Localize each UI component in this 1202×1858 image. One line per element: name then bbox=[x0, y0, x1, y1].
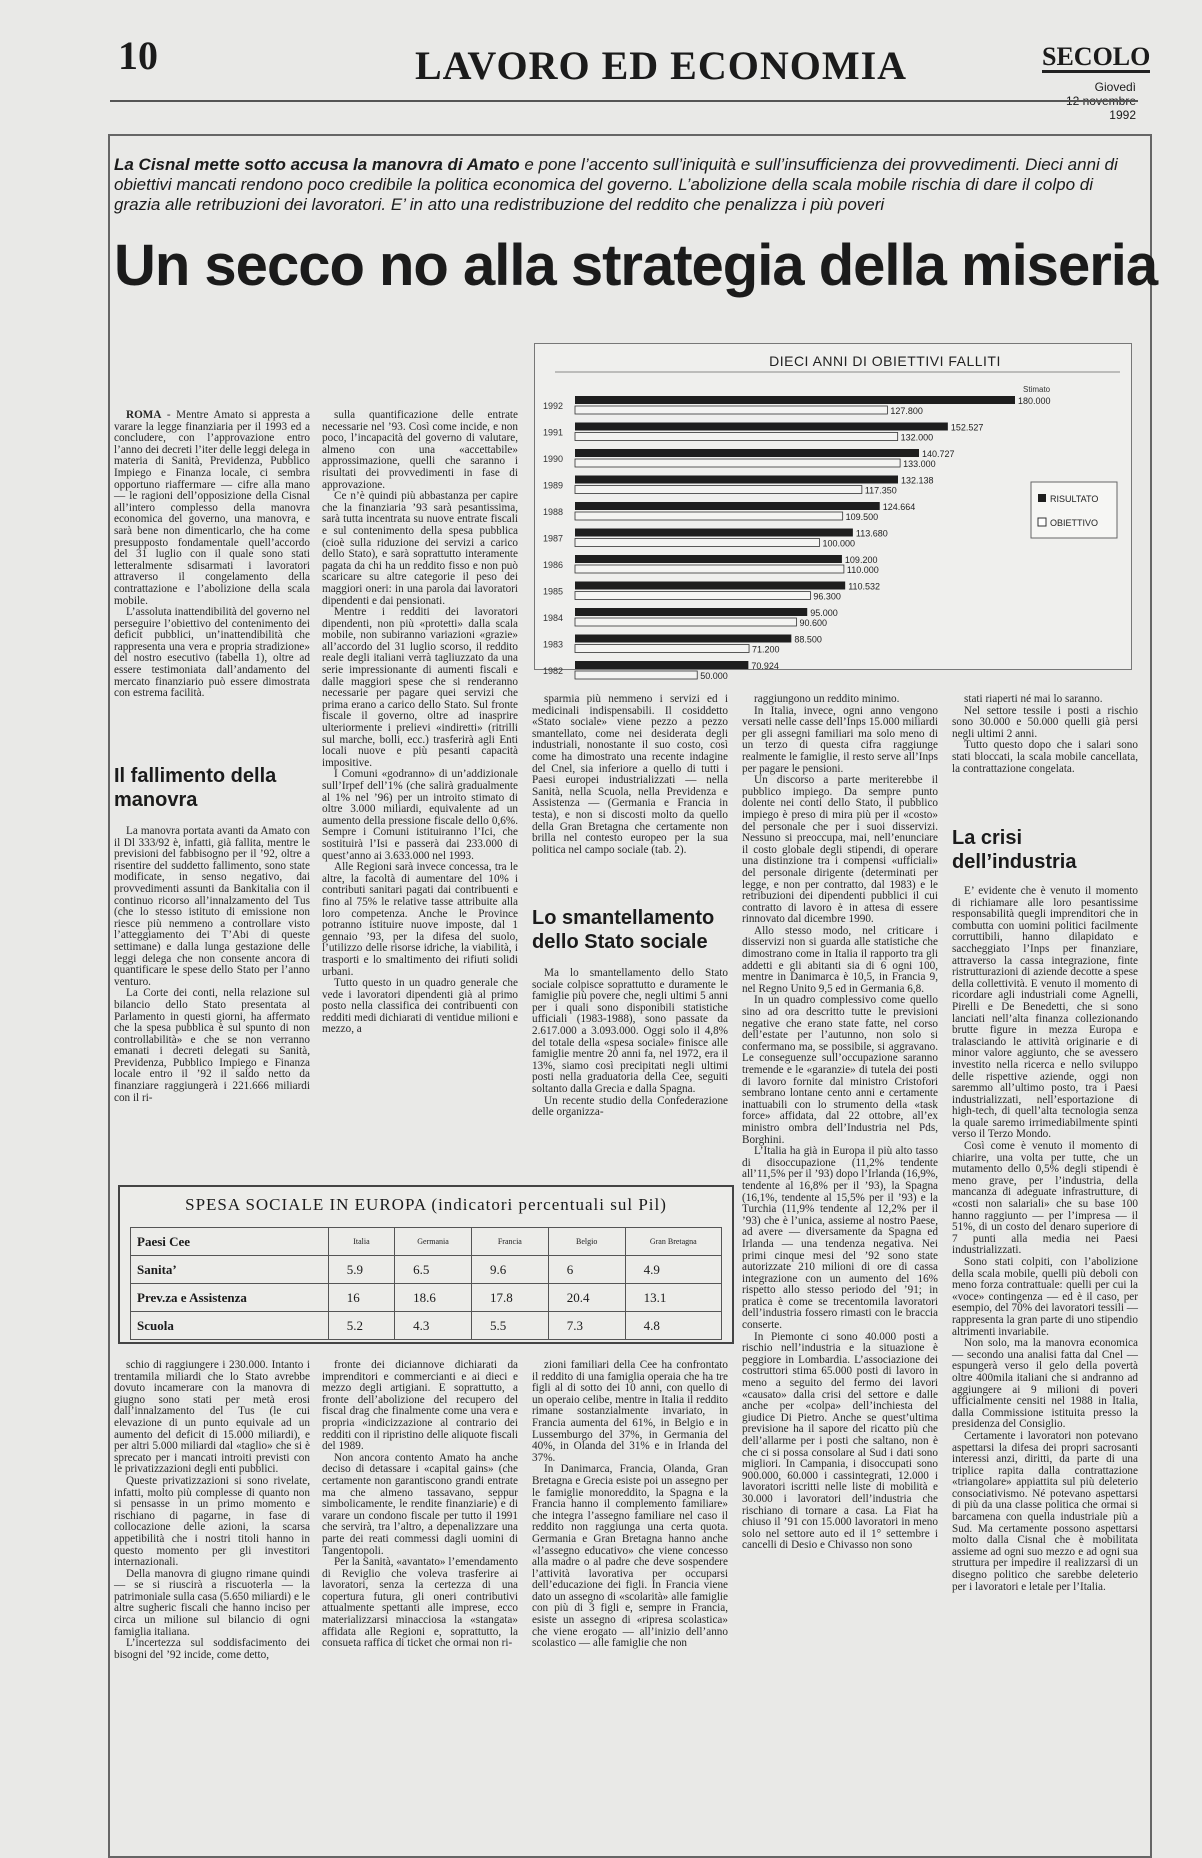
spesa-table bbox=[130, 1227, 722, 1340]
result-value-label: 180.000 bbox=[1018, 396, 1051, 406]
bar-risultato bbox=[575, 661, 748, 669]
result-value-label: 110.532 bbox=[848, 581, 881, 592]
legend-label-obiettivo: OBIETTIVO bbox=[1050, 518, 1099, 528]
bar-obiettivo bbox=[575, 433, 898, 441]
cell: 4.8 bbox=[625, 1312, 721, 1340]
col2-par-c: Mentre i redditi dei lavoratori dipendenti, non più «protetti» dalla scala mobile, non subiranno variazioni «grazie» all’accordo del 31 luglio scorso, il reddito reale degli italiani verrà tagliuzzato da una serie impressionante di aumenti fiscali e dalle maggiori spese che si renderanno necessarie per pagare quei servizi che prima erano a carico dello Stato. Sul fronte fiscale il governo, oltre ad inasprire ulteriormente i prelievi «indiretti» (ritrilli sul marche, bolli, ecc.) trasferirà agli Enti locali nuove e più pesanti capacità impositive. bbox=[322, 606, 518, 769]
bar-risultato bbox=[575, 635, 791, 643]
result-value-label: 88.500 bbox=[794, 634, 822, 645]
target-value-label: 132.000 bbox=[900, 432, 934, 443]
year-label: 1990 bbox=[543, 454, 564, 464]
column-2-bottom bbox=[322, 1360, 518, 1692]
article-deck bbox=[114, 155, 1124, 215]
subhead-crisi-industria: La crisi dell’industria bbox=[952, 827, 1077, 873]
column-5b bbox=[952, 886, 1138, 1694]
col5-par-e: Così come è venuto il momento di chiarire, una volta per tutte, che un mutamento dello 0,5% degli stipendi è meno grave, per l’industria, della mancanza di adeguate infrastrutture, di «costi non salariali» che su base 100 hanno raggiunto — per l’impresa — il 51%, di un costo del denaro superiore di 7 punti alla media nei Paesi industrializzati. bbox=[952, 1140, 1138, 1257]
cell: 13.1 bbox=[625, 1284, 721, 1312]
chart-annotation: Stimato bbox=[1023, 385, 1051, 394]
masthead-logo: SECOLO bbox=[1042, 42, 1151, 71]
year-label: 1992 bbox=[543, 401, 564, 411]
table-spesa-sociale bbox=[118, 1185, 734, 1344]
column-2 bbox=[322, 410, 518, 1188]
col2-bottom-b: Non ancora contento Amato ha anche deciso di detassare i «capital gains» (che certamente non garantiscono grandi entrate ma che almeno tassavano, seppur simbolicamente, le rendite finanziarie) e di varare un condono fiscale per tutto il 1991 che servirà, tra l’altro, a depenalizzare una parte dei reati commessi dagli uomini di Tangentopoli. bbox=[322, 1451, 518, 1557]
bar-risultato bbox=[575, 529, 853, 537]
headline: Un secco no alla strategia della miseria bbox=[114, 233, 1158, 298]
result-value-label: 109.200 bbox=[844, 555, 878, 565]
bar-risultato bbox=[575, 502, 880, 510]
year-label: 1986 bbox=[543, 560, 564, 570]
col1-bottom-c: Della manovra di giugno rimane quindi — se si riuscirà a riscuoterla — la patrimoniale sulla casa (5.650 miliardi) e le altre sugheric fiscali che hanno inciso per circa un milione sul bilancio di ogni famiglia italiana. bbox=[114, 1567, 310, 1638]
column-1 bbox=[114, 410, 310, 742]
date: 1992 bbox=[1109, 108, 1136, 122]
subhead-stato-sociale: Lo smantellamento dello Stato sociale bbox=[532, 907, 715, 953]
col2-par-b: Ce n’è quindi più abbastanza per capire che la finanziaria ’93 sarà pesantissima, sarà tutta incentrata su nuove entrate fiscali e sul contenimento della spesa pubblica (cioè sulla riduzione dei servizi a carico dello Stato), e sarà soprattutto interamente pagata da chi ha un reddito fisso e non può scaricare su altre categorie il peso dei maggiori oneri: in una parola dai lavoratori dipendenti e dai pensionati. bbox=[322, 490, 518, 607]
legend-swatch-obiettivo bbox=[1038, 518, 1046, 526]
col4-par-d: Allo stesso modo, nel criticare i disservizi non si guarda alle statistiche che dimostrano come in Italia il rapporto tra gli addetti e gli abitanti sia di 6 ogni 100, mentre in Danimarca è 10,5, in Francia 9, nel Regno Unito 9,5 ed in Germania 6,8. bbox=[742, 924, 938, 995]
col2-par-f: Tutto questo in un quadro generale che vede i lavoratori dipendenti già al primo posto nella classifica dei contribuenti con redditi medi dichiarati di ventidue milioni e mezzo, a bbox=[322, 977, 518, 1036]
col3-par-b: Ma lo smantellamento dello Stato sociale colpisce soprattutto e duramente le famiglie più povere che, negli ultimi 5 anni per i quali sono disponibili statistiche ufficiali (1983-1988), sono passate da 2.617.000 a 3.093.000. Oggi solo il 4,8% del totale della «spesa sociale» finisce alle famiglie mentre 20 anni fa, nel 1972, era il 13%, siamo così precipitati negli ultimi posti nella graduatoria della Cee, seguiti soltanto dalla Grecia e dalla Spagna. bbox=[532, 967, 728, 1095]
col1-par-a: - Mentre Amato si appresta a varare la legge finanziaria per il 1993 ed a concludere, con l’approvazione entro l’anno dei decreti l’iter delle leggi delega in materia di Sanità, Previdenza, Pubblico Impiego e Finanza locale, ci sembra opportuno riaffermare — cifre alla mano — le ragioni dell’opposizione della Cisnal all’intero complesso della manovra economica del governo, una manovra, e sarà bene non dimenticarlo, che ha come presupposto fondamentale quell’accordo del 31 luglio con il quale sono stati letteralmente sdisarmati i lavoratori attraverso il congelamento della contrattazione e l’abolizione della scala mobile. bbox=[114, 409, 311, 607]
header-rule bbox=[110, 100, 1138, 102]
dateline-city: ROMA bbox=[126, 409, 162, 421]
col1-par-b: L’assoluta inattendibilità del governo nel perseguire l’obiettivo del contenimento dei deficit pubblici, un’inattendibilità che rappresenta una vera e propria stradizione» del nostro esecutivo (tabella 1), oltre ad essere testimoniata dall’andamento del mercato finanziario può essere dimostrata con estrema facilità. bbox=[114, 606, 310, 700]
table-row bbox=[131, 1256, 722, 1284]
year-label: 1983 bbox=[543, 639, 564, 650]
th-germania: Germania bbox=[395, 1228, 472, 1256]
cell: 9.6 bbox=[471, 1256, 548, 1284]
result-value-label: 113.680 bbox=[855, 528, 888, 539]
column-3b bbox=[532, 968, 728, 1188]
bar-obiettivo bbox=[575, 671, 697, 679]
target-value-label: 100.000 bbox=[822, 538, 855, 549]
th-francia: Francia bbox=[471, 1228, 548, 1256]
col5-par-a: stati riaperti né mai lo saranno. bbox=[964, 693, 1103, 705]
legend-swatch-risultato bbox=[1038, 494, 1046, 502]
column-3-bottom bbox=[532, 1360, 728, 1692]
col2-par-a: sulla quantificazione delle entrate necessarie nel ’93. Così come incide, e non poco, l’incapacità del governo di valutare, almeno con una «accettabile» approssimazione, quelli che saranno i risultati dei provvedimenti in fase di approvazione. bbox=[322, 409, 518, 491]
col1-bottom-d: L’incertezza sul soddisfacimento dei bisogni del ’92 incide, come detto, bbox=[114, 1637, 310, 1661]
page-number: 10 bbox=[118, 33, 158, 78]
target-value-label: 90.600 bbox=[799, 618, 827, 628]
chart-title: DIECI ANNI DI OBIETTIVI FALLITI bbox=[769, 353, 1001, 369]
col3-par-c: Un recente studio della Confederazione delle organizza- bbox=[532, 1094, 728, 1119]
th-belgio: Belgio bbox=[548, 1228, 625, 1256]
row-label: Prev.za e Assistenza bbox=[131, 1284, 329, 1312]
bar-obiettivo bbox=[575, 565, 844, 573]
target-value-label: 50.000 bbox=[700, 671, 728, 681]
col4-par-b: In Italia, invece, ogni anno vengono versati nelle casse dell’Inps 15.000 miliardi per gli assegni familiari ma solo meno di un terzo di questa cifra raggiunge realmente le famiglie, il resto serve all’Inps per pagare le pensioni. bbox=[742, 704, 938, 775]
cell: 6.5 bbox=[395, 1256, 472, 1284]
weekday: Giovedì bbox=[1094, 80, 1136, 94]
year-label: 1989 bbox=[543, 480, 564, 491]
th-italia: Italia bbox=[328, 1228, 394, 1256]
bar-obiettivo bbox=[575, 486, 862, 494]
target-value-label: 133.000 bbox=[903, 459, 936, 469]
result-value-label: 132.138 bbox=[901, 475, 934, 486]
cell: 18.6 bbox=[395, 1284, 472, 1312]
col5-par-c: Tutto questo dopo che i salari sono stati bloccati, la scala mobile cancellata, la contrattazione congelata. bbox=[952, 739, 1138, 775]
column-1-bottom bbox=[114, 1360, 310, 1692]
section-title: LAVORO ED ECONOMIA bbox=[415, 43, 908, 88]
bar-obiettivo bbox=[575, 618, 796, 626]
column-4 bbox=[742, 694, 938, 1694]
bar-chart bbox=[535, 344, 1131, 681]
bar-risultato bbox=[575, 396, 1015, 404]
year-label: 1987 bbox=[543, 533, 564, 544]
col1-bottom-b: Queste privatizzazioni si sono rivelate, infatti, molto più complesse di quanto non si pensasse in un primo momento e rischiano di pagarne, in fase di collocazione delle azioni, la scarsa appetibilità che i nostri titoli hanno in questo momento per gli investitori internazionali. bbox=[114, 1474, 310, 1569]
col5-par-b: Nel settore tessile i posti a rischio sono 30.000 e 50.000 quelli già persi negli ultimi 2 anni. bbox=[952, 704, 1138, 740]
row-label: Scuola bbox=[131, 1312, 329, 1340]
col3-bottom-b: In Danimarca, Francia, Olanda, Gran Bretagna e Grecia esiste poi un assegno per le famiglie monoreddito, la Spagna e la Francia hanno il complemento familiare» che integra l’assegno familiare nel caso il reddito non raggiunga una certa quota. Germania e Gran Bretagna hanno anche «l’assegno educativo» che viene concesso alla madre o al padre che deve sospendere l’attività lavorativa per occuparsi dell’educazione dei figli. In Francia viene dato un assegno di «scolarità» alle famiglie con più di 3 figli e, sempre in Francia, esiste un assegno di «ripresa scolastica» che viene erogato — all’inizio dell’anno scolastico — alle famiglie che non bbox=[532, 1463, 728, 1650]
deck-bold: La Cisnal mette sotto accusa la manovra di Amato bbox=[114, 155, 520, 174]
row-label: Sanita’ bbox=[131, 1256, 329, 1284]
col4-par-g: In Piemonte ci sono 40.000 posti a rischio nell’industria e la situazione è peggiore in Lombardia. L’associazione dei costruttori stima 65.000 posti di lavoro in meno a seguito del fermo dei lavori «causato» dalla crisi del settore e dalle anche per «colpa» dell’inchiesta del giudice Di Pietro. Anche se quest’ultima previsione ha il sapore del ricatto più che dell’allarme per i posti che saltano, non è che ci si possa consolare al Sud i dati sono migliori. In Campania, i disoccupati sono 900.000, 60.000 i cassintegrati, 12.000 i lavoratori iscritti nelle liste di mobilità e 30.000 i lavoratori dell’industria che rischiano di tornare a casa. La Fiat ha chiuso il ’91 con 15.000 lavoratori in meno solo nel settore auto ed il 1° settembre i cancelli di Desio e Chivasso non sono bbox=[742, 1330, 938, 1552]
year-label: 1982 bbox=[543, 666, 564, 676]
target-value-label: 127.800 bbox=[890, 406, 923, 416]
legend-label-risultato: RISULTATO bbox=[1050, 494, 1099, 504]
result-value-label: 152.527 bbox=[950, 422, 984, 433]
bar-obiettivo bbox=[575, 592, 810, 600]
bar-risultato bbox=[575, 423, 948, 431]
cell: 5.9 bbox=[328, 1256, 394, 1284]
table-header-row bbox=[131, 1228, 722, 1256]
col5-par-h: Certamente i lavoratori non potevano aspettarsi la difesa dei propri sacrosanti interessi anzi, diritti, da parte di una triplice rapita dalla contrattazione «triangolare» appiattita sul più deleterio consociativismo. Né potevano aspettarsi di più da una classe politica che ormai si barcamena con quella industriale più a Sud. Ma certamente possono aspettarsi molto dalla Cisnal che è mobilitata assieme ad ogni suo mezzo e ad ogni sua struttura per impedire il realizzarsi di un disegno politico che sarebbe deleterio per i lavoratori e letale per l’Italia. bbox=[952, 1429, 1138, 1593]
target-value-label: 96.300 bbox=[813, 591, 841, 602]
chart-obiettivi-falliti bbox=[534, 343, 1132, 681]
year-label: 1985 bbox=[543, 586, 564, 597]
cell: 17.8 bbox=[471, 1284, 548, 1312]
year-label: 1984 bbox=[543, 613, 564, 623]
bar-risultato bbox=[575, 449, 919, 457]
chart-legend bbox=[1031, 482, 1117, 538]
result-value-label: 140.727 bbox=[921, 449, 955, 459]
column-3 bbox=[532, 694, 728, 886]
col2-bottom-c: Per la Sanità, «avantato» l’emendamento di Reviglio che voleva trasferire ai lavoratori, senza la certezza di una copertura futura, gli oneri contributivi attualmente spettanti alle imprese, ecco materializzarsi minacciosa la «stangata» affidata alle Regioni e, soprattutto, la consueta raffica di ticket che ormai non ri- bbox=[322, 1556, 518, 1650]
table-title: SPESA SOCIALE IN EUROPA (indicatori percentuali sul Pil) bbox=[185, 1195, 667, 1214]
year-label: 1991 bbox=[543, 427, 564, 438]
col2-bottom-a: fronte dei diciannove dichiarati da imprenditori e commercianti e ai dieci e mezzo degli artigiani. E soprattutto, a fronte dell’abolizione del recupero del fiscal drag che finalmente come una vera e propria «indicizzazione al contrario dei redditi con il ripristino delle aliquote fiscali del 1989. bbox=[322, 1359, 518, 1453]
result-value-label: 95.000 bbox=[810, 608, 838, 618]
cell: 16 bbox=[328, 1284, 394, 1312]
cell: 5.5 bbox=[471, 1312, 548, 1340]
col5-par-d: E’ evidente che è venuto il momento di richiamare alle loro pesantissime responsabilità quegli imprenditori che in combutta con uomini politici facilmente corruttibili, hanno dilapidato e saccheggiato l’Inps per finanziare, attraverso la cassa integrazione, finte ristrutturazioni di aziende decotte a spese della collettività. E venuto il momento di ricordare agli industriali come Agnelli, Pirelli e De Benedetti, che si sono lanciati nell’alta finanza collezionando brutte figure in mezza Europa e tralasciando le attività originarie e di minor valore aggiunto, che se avessero investito nella ricerca e nello sviluppo delle rispettive aziende, oggi non saremmo all’ultimo posto, tra i Paesi industrializzati, nell’esportazione di high-tech, di quell’alta tecnologia senza la quale saremo irrimediabilmente spinti verso il Terzo Mondo. bbox=[952, 885, 1138, 1141]
result-value-label: 124.664 bbox=[882, 502, 916, 512]
cell: 5.2 bbox=[328, 1312, 394, 1340]
target-value-label: 110.000 bbox=[846, 565, 879, 575]
bar-risultato bbox=[575, 608, 807, 616]
col5-par-g: Non solo, ma la manovra economica — secondo una analisi fatta dal Cnel — espungerà verso il gelo della povertà oltre 400mila italiani che si andranno ad aggiungere ai 9 milioni di poveri ufficialmente censiti nel 1988 in Italia, dalla Commissione istituita presso la presidenza del Consiglio. bbox=[952, 1337, 1138, 1431]
bar-obiettivo bbox=[575, 459, 900, 467]
column-5 bbox=[952, 694, 1138, 816]
col1-bottom-a: schio di raggiungere i 230.000. Intanto i trentamila miliardi che lo Stato avrebbe dovuto incamerare con la manovra di giugno sono stati per metà erosi dall’innalzamento del Tus (le cui elevazione di un punto equivale ad un aumento del deficit di 15.000 miliardi), e per altri 5.000 miliardi dal «taglio» che si è sprecato per i mancati introiti previsti con le privatizzazioni degli enti pubblici. bbox=[114, 1359, 310, 1476]
bar-risultato bbox=[575, 476, 898, 484]
bar-obiettivo bbox=[575, 539, 819, 547]
subhead-fallimento: Il fallimento della manovra bbox=[114, 765, 277, 811]
cell: 4.9 bbox=[625, 1256, 721, 1284]
cell: 7.3 bbox=[548, 1312, 625, 1340]
col4-par-e: In un quadro complessivo come quello sino ad ora descritto tutte le previsioni negative che erano state fatte, nel corso dell’estate per l’autunno, non solo si confermano ma, se possibile, si aggravano. Le conseguenze sull’occupazione saranno tremende e le «garanzie» di tutela dei posti di lavoro fornite dal ministro Cristofori sembrano lontane cento anni e certamente inattuabili con lo strumento della «task force» affidata, dal 22 ottobre, all’ex ministro ombra dell’Industria nel Pds, Borghini. bbox=[742, 994, 938, 1146]
bar-risultato bbox=[575, 582, 845, 590]
th-gran-bretagna: Gran Bretagna bbox=[625, 1228, 721, 1256]
column-1b bbox=[114, 826, 310, 1191]
deck-rest: e pone l’accento sull’iniquità e sull’insufficienza dei provvedimenti. Dieci anni di obiettivi mancati rendono poco credibile la politica economica del governo. L’abolizione della scala mobile rischia di dare il colpo di grazia alle retribuzioni dei lavoratori. E’ in atto una redistribuzione del reddito che penalizza i più poveri bbox=[114, 155, 1118, 214]
result-value-label: 70.924 bbox=[751, 661, 779, 671]
col3-bottom-a: zioni familiari della Cee ha confrontato il reddito di una famiglia operaia che ha tre figli al di sotto dei 10 anni, con quello di un operaio celibe, mentre in Italia il reddito rimane sostanzialmente invariato, in Francia aumenta del 61%, in Belgio e in Lussemburgo del 37%, in Germania del 40%, in Olanda del 31% e in Irlanda del 37%. bbox=[532, 1359, 728, 1464]
target-value-label: 109.500 bbox=[845, 512, 879, 522]
cell: 20.4 bbox=[548, 1284, 625, 1312]
bar-risultato bbox=[575, 555, 842, 563]
col1-par-d: La Corte dei conti, nella relazione sul bilancio dello Stato presentata al Parlamento in questi giorni, ha affermato che la spesa pubblica è sul spunto di non controllabilità» e che se non verranno emanati i decreti delegati su Sanità, Previdenza, Pubblico Impiego e Finanza locale entro il ’92 il saldo netto da finanziare raggiungerà i 221.666 miliardi con il ri- bbox=[114, 987, 310, 1104]
col4-par-f: L’Italia ha già in Europa il più alto tasso di disoccupazione (11,2% tendente all’11,5% per il ’93) dopo l’Irlanda (16,9%, tendente al 16,8% per il ’93), la Spagna (16,1%, tendente al 15,5% per il ’93) e la Turchia (11,9% tendente al 12,2% per il ’93) che è l’unica, assieme al nostro Paese, ad avere — diversamente da Spagna ed Irlanda — una tendenza negativa. Nei primi cinque mesi del ’92 sono state autorizzate 210 milioni di ore di cassa integrazione con un aumento del 16% rispetto allo stesso periodo del ’91; in pratica è come se trecentomila lavoratori dell’industria fossero rimasti con le braccia conserte. bbox=[742, 1145, 938, 1332]
col2-par-e: Alle Regioni sarà invece concessa, tra le altre, la facoltà di aumentare del 10% i contributi sanitari pagati dai contribuenti e fino al 75% le relative tasse attribuite alla loro competenza. Anche le Province potranno istituire nuove imposte, dal 1 gennaio ’93, per la difesa del suolo, l’utilizzo delle risorse idriche, la viabilità, i trasporti e lo smaltimento dei rifiuti solidi urbani. bbox=[322, 861, 518, 978]
th-paesi: Paesi Cee bbox=[131, 1228, 329, 1256]
bar-obiettivo bbox=[575, 406, 887, 414]
col4-par-a: raggiungono un reddito minimo. bbox=[754, 693, 900, 705]
year-label: 1988 bbox=[543, 507, 564, 517]
target-value-label: 117.350 bbox=[864, 485, 897, 496]
bar-obiettivo bbox=[575, 512, 843, 520]
table-row bbox=[131, 1312, 722, 1340]
cell: 4.3 bbox=[395, 1312, 472, 1340]
col4-par-c: Un discorso a parte meriterebbe il pubblico impiego. Da sempre punto dolente nei conti dello Stato, il pubblico impiego è preso di mira più per il «costo» del personale che per i suoi disservizi. Nessuno si preoccupa, mai, nell’enunciare il costo globale degli stipendi, di operare una distinzione tra i compensi «ufficiali» del personale dirigente (determinati per legge, e non per contratto, dal 1983) e le retribuzioni dei dipendenti pubblici il cui contratto di lavoro è in attesa di essere rinnovato dal dicembre 1990. bbox=[742, 774, 938, 926]
col3-par-a: sparmia più nemmeno i servizi ed i medicinali indispensabili. Il cosiddetto «Stato sociale» viene pezzo a pezzo smantellato, come nei desiderata degli industriali, nonostante il suo costo, così come ha dimostrato una recente indagine del Cnel, sia inferiore a quello di tutti i Paesi europei industrializzati — nella Sanità, nella Scuola, nella Previdenza e Assistenza — (Germania e Francia in testa), e non si discosti molto da quello della Gran Bretagna che certamente non brilla nel contesto europeo per la sua politica nel campo sociale (tab. 2). bbox=[532, 693, 728, 856]
col1-par-c: La manovra portata avanti da Amato con il Dl 333/92 è, infatti, già fallita, mentre le previsioni del fabbisogno per il ’92, oltre a risentire del suddetto fallimento, sono state modificate, in senso negativo, dai provvedimenti assunti da Bankitalia con il continuo ricorso all’innalzamento del Tus (che lo stesso istituto di emissione non riesce più nemmeno a controllare visto l’atteggiamento dei T’Abi di queste settimane) e dalla lunga gestazione delle leggi delega che non consente ancora di quantificare le spese dello Stato per l’anno venturo. bbox=[114, 825, 310, 988]
bar-obiettivo bbox=[575, 645, 749, 653]
col5-par-f: Sono stati colpiti, con l’abolizione della scala mobile, quelli più deboli con meno forza contrattuale: quelli per cui la «voce» contingenza — ed è il caso, per esempio, del 70% dei lavoratori tessili — rappresenta la gran parte di uno stipendio altrimenti invariabile. bbox=[952, 1256, 1138, 1338]
table-row bbox=[131, 1284, 722, 1312]
col2-par-d: I Comuni «godranno» di un’addizionale sull’Irpef dell’1% (che salirà gradualmente al 1% nel ’96) per un introito stimato di oltre 3.000 miliardi, equivalente ad un aumento della pressione fiscale dello 0,6%. Sempre i Comuni istituiranno l’Ici, che sostituirà l’Isi e passerà dai 233.000 di quest’anno ai 3.633.000 nel 1993. bbox=[322, 768, 518, 862]
target-value-label: 71.200 bbox=[752, 644, 780, 655]
cell: 6 bbox=[548, 1256, 625, 1284]
